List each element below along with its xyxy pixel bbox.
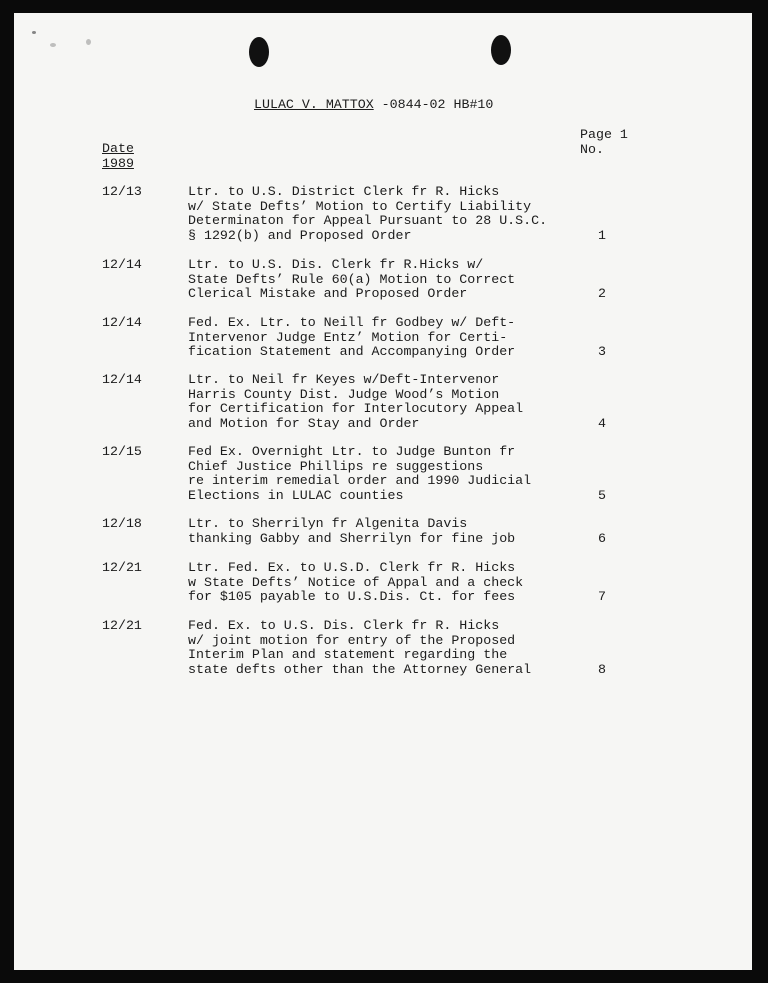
document-header [254,98,493,113]
punch-hole-right [491,35,511,65]
entry-description: Fed Ex. Overnight Ltr. to Judge Bunton fr Chief Justice Phillips re suggestions re interim remedial order and 1990 Judicial Elections in LULAC counties [188,444,532,503]
entry-number: 2 [598,286,606,301]
entry-date: 12/14 [102,372,142,387]
entry-number: 5 [598,488,606,503]
entry-description: Fed. Ex. Ltr. to Neill fr Godbey w/ Deft- Intervenor Judge Entz’ Motion for Certi- fication Statement and Accompanying Order [188,315,516,360]
entry-date: 12/15 [102,444,142,459]
date-label: Date [102,141,134,156]
year-label: 1989 [102,155,134,171]
entry-number: 1 [598,228,606,243]
document-page [14,13,752,970]
page-number-column-header [580,128,628,157]
entry-number: 8 [598,662,606,677]
entry-date: 12/18 [102,516,142,531]
scan-speck [86,39,91,45]
entry-date: 12/13 [102,184,142,199]
entry-description: Fed. Ex. to U.S. Dis. Clerk fr R. Hicks w/ joint motion for entry of the Proposed Interim Plan and statement regarding the state defts other than the Attorney General [188,618,532,677]
entry-date: 12/21 [102,560,142,575]
entry-number: 7 [598,589,606,604]
date-column-header [102,142,134,171]
page-label: Page 1 [580,127,628,142]
entry-date: 12/14 [102,315,142,330]
scan-speck [32,31,36,34]
number-label: No. [580,141,604,157]
entry-date: 12/14 [102,257,142,272]
entry-description: Ltr. Fed. Ex. to U.S.D. Clerk fr R. Hicks w State Defts’ Notice of Appal and a check for $105 payable to U.S.Dis. Ct. for fees [188,560,524,605]
case-number: -0844-02 HB#10 [373,97,494,112]
entry-date: 12/21 [102,618,142,633]
case-name: LULAC V. MATTOX [254,97,374,112]
entry-description: Ltr. to Sherrilyn fr Algenita Davis thanking Gabby and Sherrilyn for fine job [188,516,516,546]
entry-description: Ltr. to Neil fr Keyes w/Deft-Intervenor Harris County Dist. Judge Wood’s Motion for Certification for Interlocutory Appeal and Motion for Stay and Order [188,372,524,431]
scan-speck [50,43,56,47]
entry-number: 4 [598,416,606,431]
punch-hole-left [249,37,269,67]
entry-number: 6 [598,531,606,546]
entry-description: Ltr. to U.S. District Clerk fr R. Hicks w/ State Defts’ Motion to Certify Liability Determinaton for Appeal Pursuant to 28 U.S.C. § 1292(b) and Proposed Order [188,184,548,243]
entry-description: Ltr. to U.S. Dis. Clerk fr R.Hicks w/ State Defts’ Rule 60(a) Motion to Correct Clerical Mistake and Proposed Order [188,257,516,302]
entry-number: 3 [598,344,606,359]
